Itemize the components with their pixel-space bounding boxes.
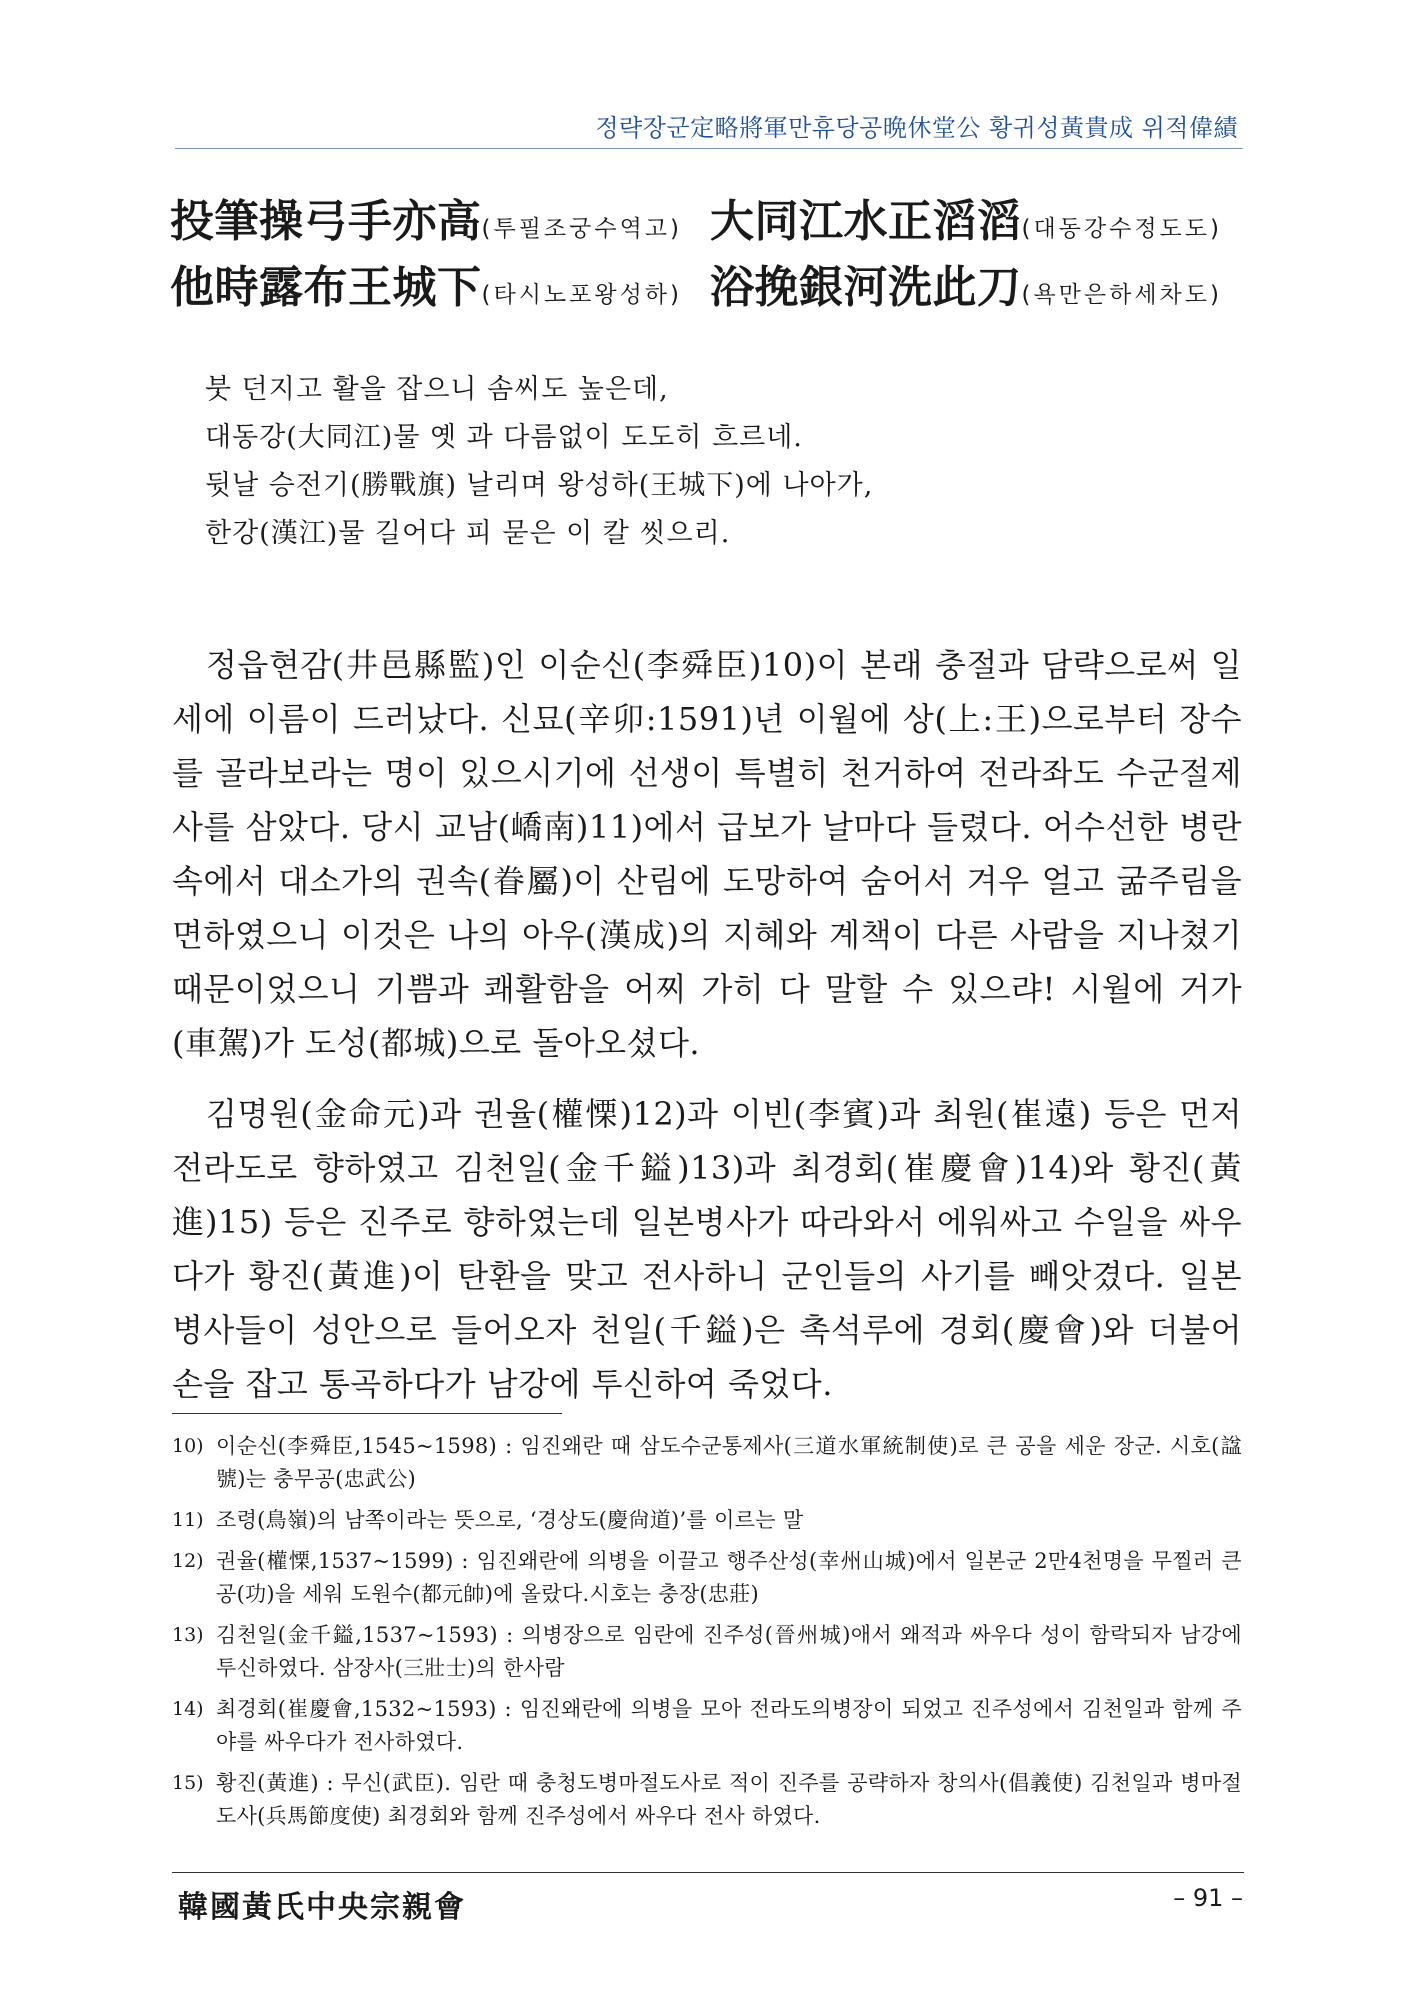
footnote-number: 12) [172,1550,204,1572]
body-paragraph [172,638,1242,1070]
poem-verse [710,185,1222,249]
poem-reading: (타시노포왕성하) [481,282,682,308]
body-paragraph [172,1087,1242,1411]
footnote-divider [172,1413,562,1414]
footnote-text: 최경회(崔慶會,1532~1593) : 임진왜란에 의병을 모아 전라도의병장이 되었고 진주성에서 김천일과 함께 주야를 싸우다가 전사하였다. [216,1697,1242,1754]
poem-hanja: 浴挽銀河洗此刀 [709,262,1022,313]
translation-line: 한강(漢江)물 길어다 피 묻은 이 칼 씻으리. [205,518,731,549]
translation-line: 붓 던지고 활을 잡으니 솜씨도 높은데, [205,374,669,405]
poem-line [170,185,1260,251]
page-number: – 91 – [1173,1884,1243,1912]
paragraph-text: 김명원(金命元)과 권율(權慄)12)과 이빈(李賓)과 최원(崔遠) 등은 먼저 전라도로 향하였고 김천일(金千鎰)13)과 최경회(崔慶會)14)와 황진(黃進)15) 등은 진주로 향하였는데 일본병사가 따라와서 에워싸고 수일을 싸우다가 황진(黃進)이 탄환을 맞고 전사하니 군인들의 사기를 빼앗겼다. 일본 병사들이 성안으로 들어오자 천일(千鎰)은 촉석루에 경회(慶會)와 더불어 손을 잡고 통곡하다가 남강에 투신하여 죽었다. [172,1095,1242,1403]
poem-verse [170,185,682,249]
poem [170,185,1260,317]
footnote-text: 이순신(李舜臣,1545~1598) : 임진왜란 때 삼도수군통제사(三道水軍統制使)로 큰 공을 세운 장군. 시호(諡號)는 충무공(忠武公) [216,1434,1242,1491]
footnote-number: 10) [172,1435,204,1457]
poem-reading: (투필조궁수역고) [481,216,682,242]
footnote-text: 김천일(金千鎰,1537~1593) : 의병장으로 임란에 진주성(晉州城)애서 왜적과 싸우다 성이 함락되자 남강에 투신하였다. 삼장사(三壯士)의 한사람 [216,1623,1242,1680]
footnote-text: 황진(黃進) : 무신(武臣). 임란 때 충청도병마절도사로 적이 진주를 공략하자 창의사(倡義使) 김천일과 병마절도사(兵馬節度使) 최경회와 함께 진주성에서 싸우다 전사 하였다. [216,1771,1242,1828]
footnote [172,1545,1242,1611]
footnote [172,1767,1242,1833]
footnote-number: 14) [172,1698,204,1720]
footnote [172,1619,1242,1685]
poem-hanja: 大同江水正滔滔 [709,196,1022,247]
poem-verse [170,251,682,315]
poem-hanja: 投筆操弓手亦高 [170,196,482,247]
footnote-number: 11) [172,1509,204,1531]
footnote [172,1430,1242,1496]
footnote-number: 15) [172,1772,204,1794]
footnote-text: 권율(權慄,1537~1599) : 임진왜란에 의병을 이끌고 행주산성(幸州山城)에서 일본군 2만4천명을 무찔러 큰 공(功)을 세워 도원수(都元帥)에 올랐다.시호는 충장(忠莊) [216,1549,1242,1606]
translation-line: 뒷날 승전기(勝戰旗) 날리며 왕성하(王城下)에 나아가, [205,470,874,501]
poem-translation [205,366,1105,558]
running-header: 정략장군定略將軍만휴당공晩休堂公 황귀성黃貴成 위적偉績 [595,114,1238,142]
poem-verse [710,251,1222,315]
publisher-name: 韓國黃氏中央宗親會 [178,1890,466,1925]
poem-line [170,251,1260,317]
poem-hanja: 他時露布王城下 [170,262,482,313]
paragraph-text: 정읍현감(井邑縣監)인 이순신(李舜臣)10)이 본래 충절과 담략으로써 일세에 이름이 드러났다. 신묘(辛卯:1591)년 이월에 상(上:王)으로부터 장수를 골라보라는 명이 있으시기에 선생이 특별히 천거하여 전라좌도 수군절제사를 삼았다. 당시 교남(嶠南)11)에서 급보가 날마다 들렸다. 어수선한 병란속에서 대소가의 권속(眷屬)이 산림에 도망하여 숨어서 겨우 얼고 굶주림을 면하였으니 이것은 나의 아우(漢成)의 지혜와 계책이 다른 사람을 지나쳤기 때문이었으니 기쁨과 쾌활함을 어찌 가히 다 말할 수 있으랴! 시월에 거가(車駕)가 도성(都城)으로 돌아오셨다. [172,646,1242,1062]
translation-line: 대동강(大同江)물 옛 과 다름없이 도도히 흐르네. [205,422,803,453]
header-divider [175,148,1243,149]
footnote-text: 조령(鳥嶺)의 남쪽이라는 뜻으로, ‘경상도(慶尙道)’를 이르는 말 [216,1508,804,1532]
footnotes [172,1430,1242,1841]
footer-divider [172,1872,1244,1873]
footnote [172,1693,1242,1759]
poem-reading: (대동강수정도도) [1021,216,1222,242]
poem-reading: (욕만은하세차도) [1021,282,1222,308]
footnote-number: 13) [172,1624,204,1646]
footnote [172,1504,1242,1537]
